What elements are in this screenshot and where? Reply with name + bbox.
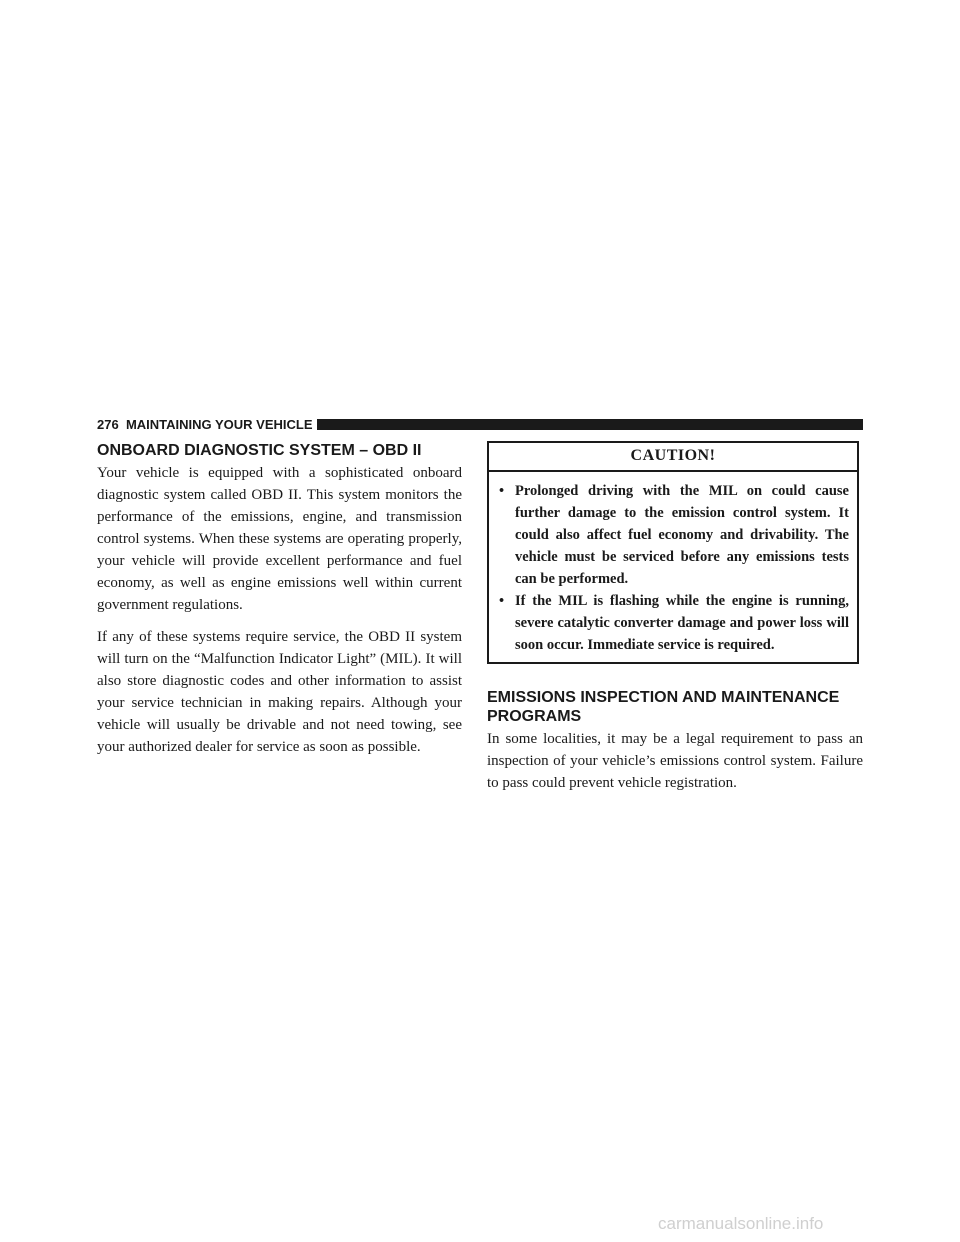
header-rule [317, 419, 863, 430]
caution-title: CAUTION! [489, 443, 857, 472]
obd-paragraph-2: If any of these systems require service, the OBD II system will turn on the “Malfunction Indicator Light” (MIL). It will also store diagnostic codes and other information to assist your service technician in making repairs. Although your vehicle will usually be drivable and not need towing, see your authorized dealer for service as soon as possible. [97, 629, 462, 755]
section-title: MAINTAINING YOUR VEHICLE [125, 417, 313, 432]
header-text [97, 417, 321, 432]
obd-paragraph-1: Your vehicle is equipped with a sophisticated onboard diagnostic system called OBD II. This system monitors the performance of the emissions, engine, and transmission control systems. When these systems are operating properly, your vehicle will provide excellent performance and fuel economy, as well as engine emissions well within current government regulations. [97, 465, 462, 613]
page-number: 276 [97, 417, 119, 432]
bullet-icon: • [499, 483, 505, 499]
caution-item [499, 480, 849, 590]
emissions-heading: EMISSIONS INSPECTION AND MAINTENANCE PROGRAMS [487, 689, 840, 725]
obd-heading: ONBOARD DIAGNOSTIC SYSTEM – OBD II [97, 442, 422, 459]
caution-item-text: If the MIL is flashing while the engine is running, severe catalytic converter damage and power loss will soon occur. Immediate service is required. [515, 593, 849, 653]
caution-item [499, 590, 849, 656]
caution-list [489, 472, 857, 662]
caution-item-text: Prolonged driving with the MIL on could cause further damage to the emission control system. It could also affect fuel economy and drivability. The vehicle must be serviced before any emissions tests can be performed. [515, 483, 849, 587]
bullet-icon: • [499, 593, 505, 609]
watermark[interactable]: carmanualsonline.info [658, 1214, 824, 1233]
left-column [97, 441, 462, 768]
emissions-paragraph: In some localities, it may be a legal requirement to pass an inspection of your vehicle’s emissions control system. Failure to pass could prevent vehicle registration. [487, 731, 863, 791]
right-column [487, 441, 863, 804]
page-header [97, 417, 863, 432]
caution-box [487, 441, 859, 664]
